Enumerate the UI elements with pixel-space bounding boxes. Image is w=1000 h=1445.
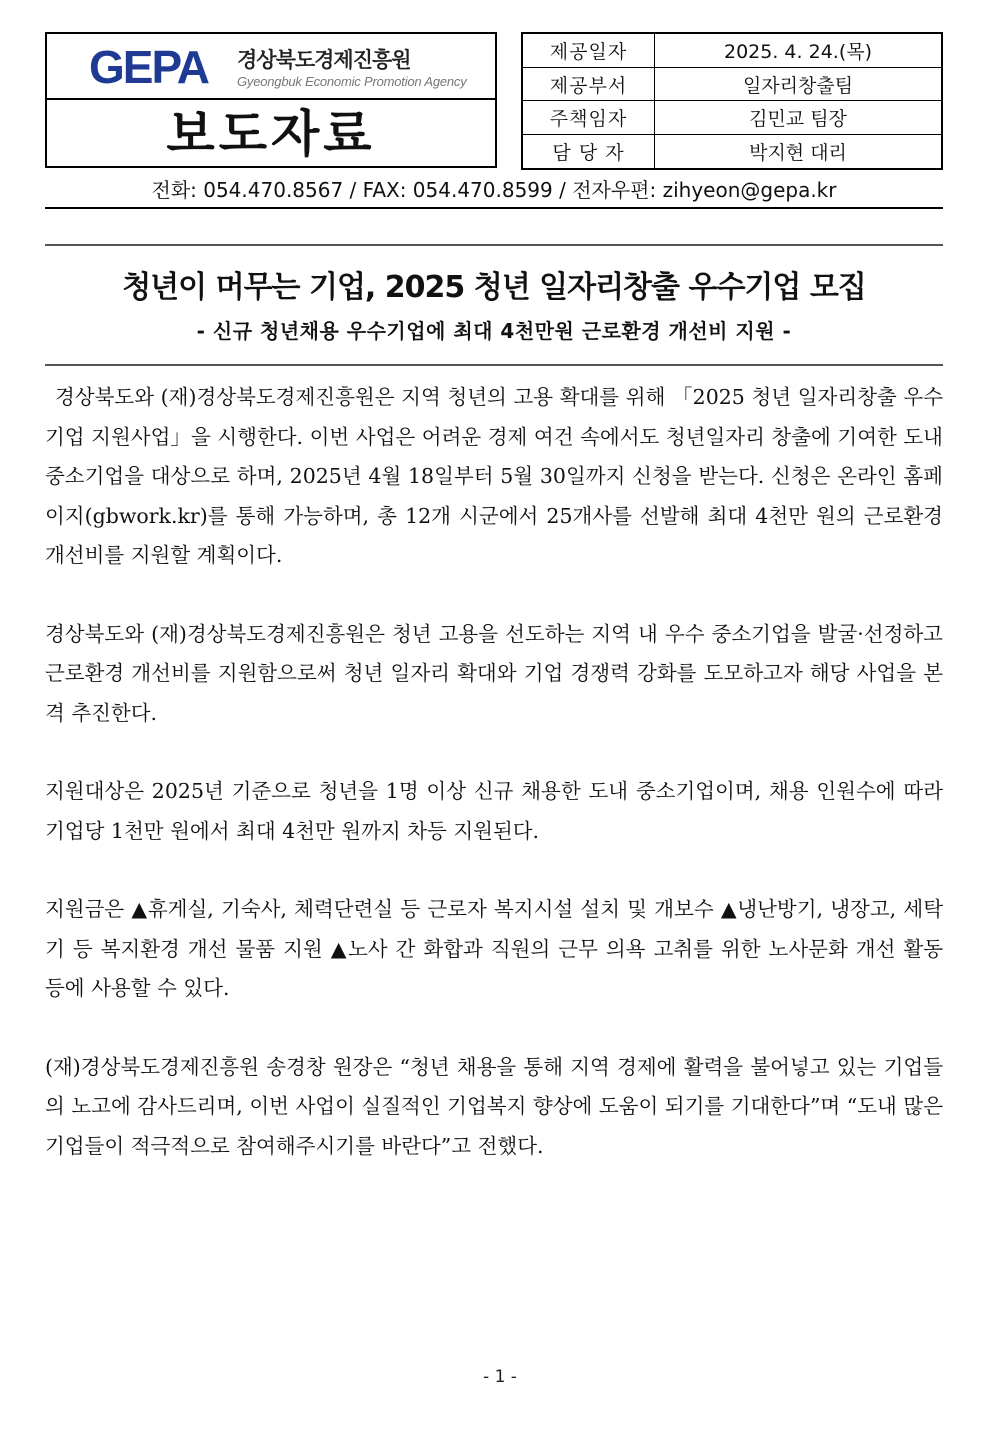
info-key: 제공일자 — [522, 33, 655, 67]
title-bottom-divider — [45, 364, 943, 366]
info-key: 주책임자 — [522, 101, 655, 135]
info-row-date — [522, 33, 942, 67]
info-value: 2025. 4. 24.(목) — [655, 33, 943, 67]
org-name-english: Gyeongbuk Economic Promotion Agency — [237, 74, 467, 89]
info-value: 일자리창출팀 — [655, 67, 943, 101]
header-divider — [45, 207, 943, 209]
info-key: 담 당 자 — [522, 135, 655, 169]
press-release-header — [45, 32, 943, 170]
headline: 청년이 머무는 기업, 2025 청년 일자리창출 우수기업 모집 — [122, 270, 866, 305]
gepa-logo: GEPA — [89, 41, 208, 93]
release-info-table — [521, 32, 943, 170]
org-name-korean: 경상북도경제진흥원 — [237, 48, 411, 72]
subheadline: - 신규 청년채용 우수기업에 최대 4천만원 근로환경 개선비 지원 - — [196, 319, 792, 343]
masthead-box — [45, 32, 497, 168]
info-value: 박지현 대리 — [655, 135, 943, 169]
title-top-divider — [45, 244, 943, 246]
info-row-manager — [522, 101, 942, 135]
contact-info: 전화: 054.470.8567 / FAX: 054.470.8599 / 전자우편: zihyeon@gepa.kr — [151, 178, 837, 202]
paragraph: 경상북도와 (재)경상북도경제진흥원은 지역 청년의 고용 확대를 위해 「2025 청년 일자리창출 우수기업 지원사업」을 시행한다. 이번 사업은 어려운 경제 여건 속에서도 청년일자리 창출에 기여한 도내 중소기업을 대상으로 하며, 2025년 4월 18일부터 5월 30일까지 신청을 받는다. 신청은 온라인 홈페이지(gbwork.kr)를 통해 가능하며, 총 12개 시군에서 25개사를 선발해 최대 4천만 원의 근로환경 개선비를 지원할 계획이다. — [45, 385, 943, 567]
document-type-title: 보도자료 — [166, 105, 376, 163]
logo-row — [47, 34, 495, 100]
paragraph: (재)경상북도경제진흥원 송경창 원장은 “청년 채용을 통해 지역 경제에 활력을 불어넣고 있는 기업들의 노고에 감사드리며, 이번 사업이 실질적인 기업복지 향상에 도움이 되기를 기대한다”며 “도내 많은 기업들이 적극적으로 참여해주시기를 바란다”고 전했다. — [45, 1054, 943, 1158]
info-row-department — [522, 67, 942, 101]
info-value: 김민교 팀장 — [655, 101, 943, 135]
paragraph: 경상북도와 (재)경상북도경제진흥원은 청년 고용을 선도하는 지역 내 우수 중소기업을 발굴·선정하고 근로환경 개선비를 지원함으로써 청년 일자리 확대와 기업 경쟁력 강화를 도모하고자 해당 사업을 본격 추진한다. — [45, 621, 943, 725]
page-number: - 1 - — [483, 1367, 517, 1387]
article-body — [45, 378, 943, 1205]
info-key: 제공부서 — [522, 67, 655, 101]
paragraph: 지원대상은 2025년 기준으로 청년을 1명 이상 신규 채용한 도내 중소기업이며, 채용 인원수에 따라 기업당 1천만 원에서 최대 4천만 원까지 차등 지원된다. — [45, 779, 943, 843]
info-row-contact-person — [522, 135, 942, 169]
paragraph: 지원금은 ▲휴게실, 기숙사, 체력단련실 등 근로자 복지시설 설치 및 개보수 ▲냉난방기, 냉장고, 세탁기 등 복지환경 개선 물품 지원 ▲노사 간 화합과 직원의 근무 의욕 고취를 위한 노사문화 개선 활동 등에 사용할 수 있다. — [45, 897, 943, 1000]
